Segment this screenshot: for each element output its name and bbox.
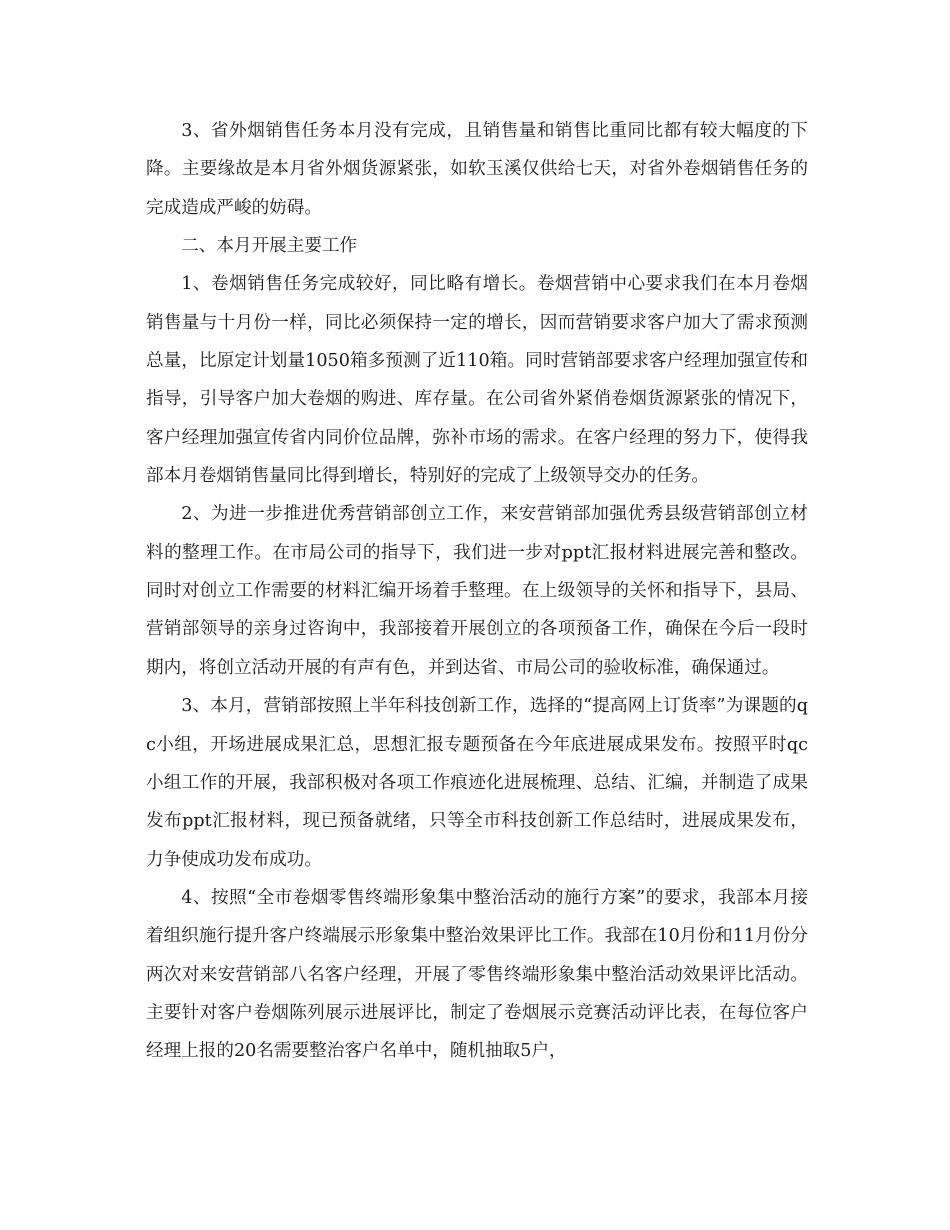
paragraph-item-4-terminal-rectification: 4、按照“全市卷烟零售终端形象集中整治活动的施行方案”的要求，我部本月接着组织施行提升客户终端展示形象集中整治效果评比工作。我部在10月份和11月份分两次对来安营销部八名客户经理，开展了零售终端形象集中整治活动效果评比活动。主要针对客户卷烟陈列展示进展评比，制定了卷烟展示竞赛活动评比表，在每位客户经理上报的20名需要整治客户名单中，随机抽取5户， [146, 887, 808, 1062]
paragraph-item-1-sales: 1、卷烟销售任务完成较好，同比略有增长。卷烟营销中心要求我们在本月卷烟销售量与十月份一样，同比必须保持一定的增长，因而营销要求客户加大了需求预测总量，比原定计划量1050箱多预测了近110箱。同时营销部要求客户经理加强宣传和指导，引导客户加大卷烟的购进、库存量。在公司省外紧俏卷烟货源紧张的情况下，客户经理加强宣传省内同价位品牌，弥补市场的需求。在客户经理的努力下，使得我部本月卷烟销售量同比得到增长，特别好的完成了上级领导交办的任务。 [146, 274, 808, 487]
paragraph-item-3-qc-group: 3、本月，营销部按照上半年科技创新工作，选择的“提高网上订货率”为课题的qc小组，开场进展成果汇总，思想汇报专题预备在今年底进展成果发布。按照平时qc小组工作的开展，我部积极对各项工作痕迹化进展梳理、总结、汇编，并制造了成果发布ppt汇报材料，现已预备就绪，只等全市科技创新工作总结时，进展成果发布，力争使成功发布成功。 [146, 696, 808, 870]
section-heading-main-work: 二、本月开展主要工作 [181, 236, 358, 257]
document-body [146, 112, 808, 1071]
paragraph-item-2-excellent-department: 2、为进一步推进优秀营销部创立工作，来安营销部加强优秀县级营销部创立材料的整理工作。在市局公司的指导下，我们进一步对ppt汇报材料进展完善和整改。同时对创立工作需要的材料汇编开场着手整理。在上级领导的关怀和指导下，县局、营销部领导的亲身过咨询中，我部接着开展创立的各项预备工作，确保在今后一段时期内，将创立活动开展的有声有色，并到达省、市局公司的验收标准，确保通过。 [146, 504, 808, 678]
paragraph-sales-task-outside-province: 3、省外烟销售任务本月没有完成，且销售量和销售比重同比都有较大幅度的下降。主要缘故是本月省外烟货源紧张，如软玉溪仅供给七天，对省外卷烟销售任务的完成造成严峻的妨碍。 [146, 121, 808, 218]
